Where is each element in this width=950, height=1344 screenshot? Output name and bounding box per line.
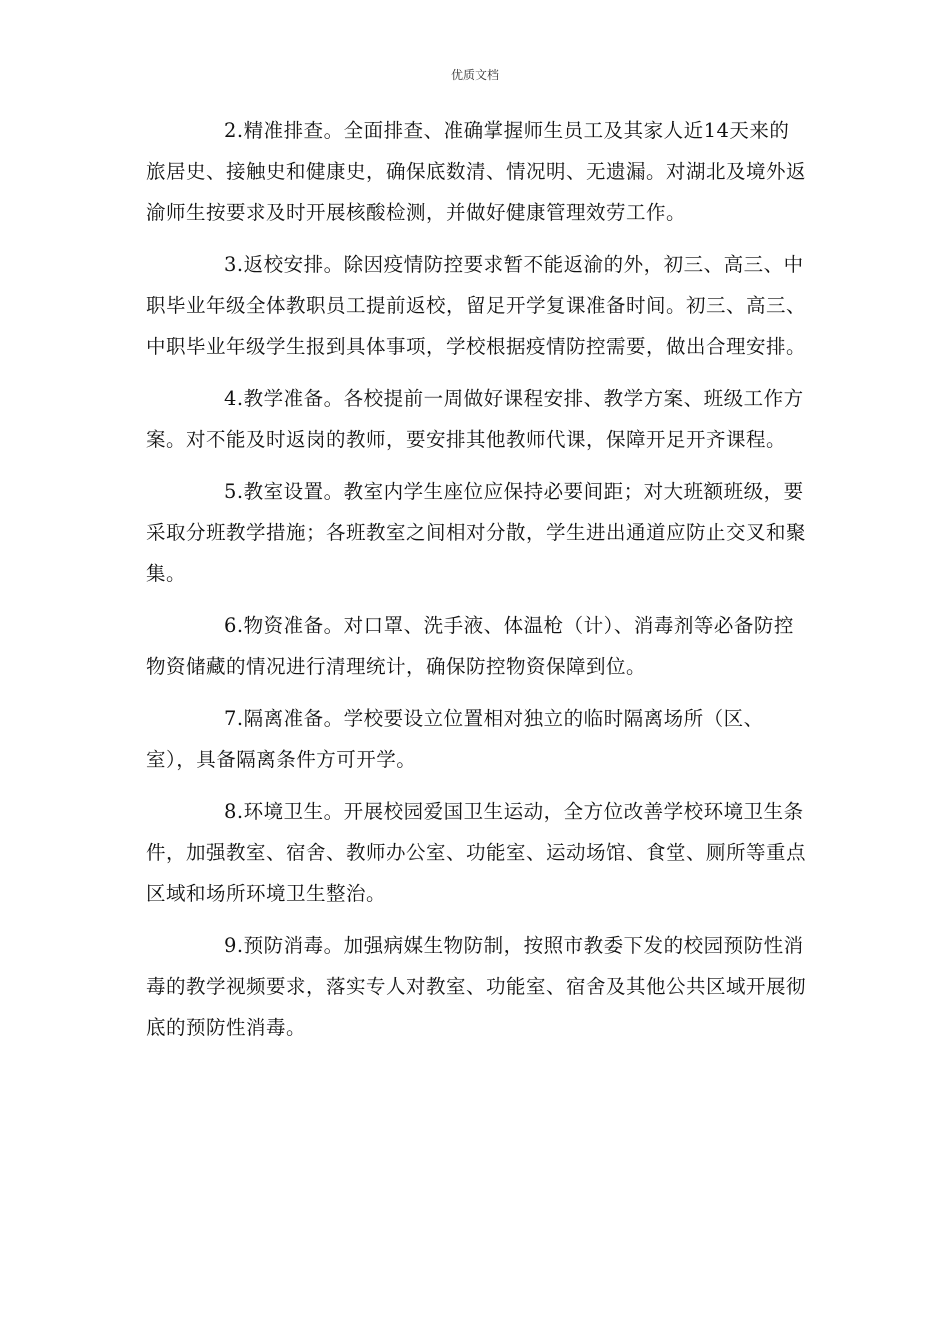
paragraph-6-supplies: 6.物资准备。对口罩、洗手液、体温枪（计）、消毒剂等必备防控物资储藏的情况进行清理统计，确保防控物资保障到位。 [146, 614, 794, 678]
paragraph-3-return-arrangement: 3.返校安排。除因疫情防控要求暂不能返渝的外，初三、高三、中职毕业年级全体教职员工提前返校，留足开学复课准备时间。初三、高三、中职毕业年级学生报到具体事项，学校根据疫情防控需要，做出合理安排。 [146, 253, 807, 358]
page-header: 优质文档 [450, 68, 499, 82]
paragraph-8-environment: 8.环境卫生。开展校园爱国卫生运动，全方位改善学校环境卫生条件，加强教室、宿舍、教师办公室、功能室、运动场馆、食堂、厕所等重点区域和场所环境卫生整治。 [146, 800, 807, 905]
paragraph-9-disinfection: 9.预防消毒。加强病媒生物防制，按照市教委下发的校园预防性消毒的教学视频要求，落实专人对教室、功能室、宿舍及其他公共区域开展彻底的预防性消毒。 [146, 934, 807, 1039]
paragraph-4-teaching-preparation: 4.教学准备。各校提前一周做好课程安排、教学方案、班级工作方案。对不能及时返岗的教师，要安排其他教师代课，保障开足开齐课程。 [146, 387, 804, 451]
paragraph-7-isolation: 7.隔离准备。学校要设立位置相对独立的临时隔离场所（区、室），具备隔离条件方可开学。 [146, 707, 764, 771]
paragraph-2-screening: 2.精准排查。全面排查、准确掌握师生员工及其家人近14天来的旅居史、接触史和健康史，确保底数清、情况明、无遗漏。对湖北及境外返渝师生按要求及时开展核酸检测，并做好健康管理效劳工作。 [146, 119, 807, 224]
document-body [146, 110, 806, 1059]
paragraph-5-classroom-setup: 5.教室设置。教室内学生座位应保持必要间距；对大班额班级，要采取分班教学措施；各班教室之间相对分散，学生进出通道应防止交叉和聚集。 [146, 480, 807, 585]
